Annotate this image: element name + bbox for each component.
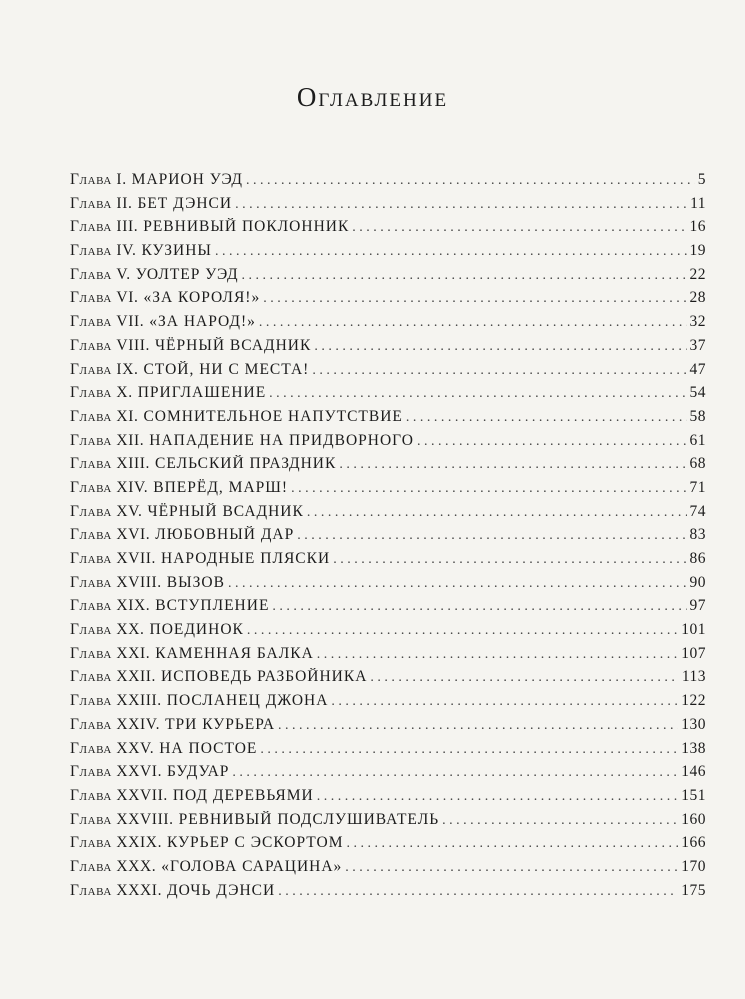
chapter-number: Глава II.	[70, 194, 133, 212]
chapter-title: НАПАДЕНИЕ НА ПРИДВОРНОГО	[149, 431, 414, 449]
chapter-title: ЧЁРНЫЙ ВСАДНИК	[147, 502, 304, 520]
page-number: 71	[689, 478, 706, 496]
page-number: 175	[681, 881, 706, 899]
dot-leader	[345, 860, 678, 876]
toc-entry	[70, 834, 706, 858]
toc-entry	[70, 668, 706, 692]
dot-leader	[242, 268, 687, 284]
chapter-title: ЧЁРНЫЙ ВСАДНИК	[154, 336, 312, 354]
chapter-number: Глава XVIII.	[70, 573, 162, 591]
toc-entry	[70, 526, 706, 550]
page-number: 146	[681, 763, 706, 781]
page-number: 166	[681, 834, 706, 852]
chapter-number: Глава XXXI.	[70, 881, 163, 899]
chapter-number: Глава VII.	[70, 313, 145, 331]
page-number: 122	[681, 692, 706, 710]
page-number: 138	[681, 739, 706, 757]
dot-leader	[406, 410, 687, 426]
dot-leader	[260, 742, 678, 758]
chapter-title: СТОЙ, НИ С МЕСТА!	[143, 360, 310, 378]
dot-leader	[339, 457, 686, 473]
chapter-number: Глава VI.	[70, 289, 139, 307]
chapter-number: Глава XXI.	[70, 644, 151, 662]
dot-leader	[297, 528, 686, 544]
page-number: 58	[689, 407, 706, 425]
dot-leader	[259, 315, 687, 331]
page-number: 83	[689, 526, 706, 544]
chapter-title: ПОСЛАНЕЦ ДЖОНА	[166, 692, 329, 710]
toc-entry	[70, 882, 706, 906]
page-number: 32	[689, 313, 706, 331]
chapter-number: Глава V.	[70, 265, 131, 283]
page-number: 28	[689, 289, 706, 307]
chapter-title: РЕВНИВЫЙ ПОКЛОННИК	[143, 218, 350, 236]
chapter-title: ЛЮБОВНЫЙ ДАР	[155, 526, 295, 544]
toc-entry	[70, 408, 706, 432]
page-number: 107	[681, 644, 706, 662]
chapter-number: Глава XIV.	[70, 478, 149, 496]
toc-entry	[70, 289, 706, 313]
toc-entry	[70, 432, 706, 456]
chapter-title: «ЗА КОРОЛЯ!»	[143, 289, 261, 307]
chapter-title: «ЗА НАРОД!»	[149, 313, 256, 331]
toc-entry	[70, 692, 706, 716]
chapter-number: Глава XXVI.	[70, 763, 163, 781]
dot-leader	[272, 599, 686, 615]
chapter-number: Глава XXIII.	[70, 692, 162, 710]
page-number: 37	[689, 336, 706, 354]
chapter-title: УОЛТЕР УЭД	[135, 265, 239, 283]
dot-leader	[307, 505, 687, 521]
dot-leader	[331, 694, 678, 710]
chapter-number: Глава XXIV.	[70, 715, 161, 733]
chapter-number: Глава XI.	[70, 407, 139, 425]
chapter-title: ПОЕДИНОК	[149, 621, 244, 639]
chapter-title: ТРИ КУРЬЕРА	[165, 715, 276, 733]
chapter-title: ПОД ДЕРЕВЬЯМИ	[172, 786, 314, 804]
dot-leader	[263, 291, 686, 307]
toc-entry	[70, 858, 706, 882]
chapter-title: БУДУАР	[167, 763, 230, 781]
toc-entry	[70, 503, 706, 527]
dot-leader	[228, 576, 687, 592]
chapter-number: Глава IX.	[70, 360, 139, 378]
toc-entry	[70, 763, 706, 787]
chapter-title: НАРОДНЫЕ ПЛЯСКИ	[161, 550, 331, 567]
page-number: 16	[689, 218, 706, 236]
chapter-title: КУЗИНЫ	[141, 242, 212, 260]
page-number: 54	[689, 384, 706, 402]
chapter-number: Глава XX.	[70, 621, 145, 639]
toc-entry	[70, 787, 706, 811]
dot-leader	[246, 173, 695, 189]
page-number: 61	[689, 431, 706, 449]
chapter-number: Глава XII.	[70, 431, 145, 449]
toc-entry	[70, 266, 706, 290]
page-number: 19	[689, 242, 706, 260]
dot-leader	[317, 789, 679, 805]
chapter-title: ПРИГЛАШЕНИЕ	[137, 384, 267, 402]
dot-leader	[247, 623, 678, 639]
dot-leader	[269, 386, 686, 402]
chapter-number: Глава IV.	[70, 242, 137, 260]
chapter-title: МАРИОН УЭД	[131, 171, 243, 188]
chapter-title: КУРЬЕР С ЭСКОРТОМ	[167, 834, 344, 852]
toc-entry	[70, 195, 706, 219]
toc-entry	[70, 597, 706, 621]
page-number: 11	[690, 194, 706, 212]
dot-leader	[347, 836, 679, 852]
chapter-number: Глава XIII.	[70, 455, 150, 473]
toc-entry	[70, 716, 706, 740]
chapter-number: Глава XXV.	[70, 739, 155, 757]
toc-entry	[70, 574, 706, 598]
chapter-number: Глава XXIX.	[70, 834, 163, 852]
chapter-number: Глава I.	[70, 171, 127, 188]
page-number: 5	[697, 171, 706, 188]
toc-entry	[70, 313, 706, 337]
chapter-title: «ГОЛОВА САРАЦИНА»	[161, 857, 343, 875]
toc-entry	[70, 242, 706, 266]
chapter-title: СОМНИТЕЛЬНОЕ НАПУТСТВИЕ	[143, 407, 403, 425]
page-number: 97	[689, 597, 706, 615]
dot-leader	[312, 363, 686, 379]
chapter-title: НА ПОСТОЕ	[159, 739, 258, 757]
dot-leader	[278, 884, 678, 900]
chapter-title: ВПЕРЁД, МАРШ!	[153, 478, 289, 496]
dot-leader	[370, 670, 678, 686]
chapter-number: Глава XXVIII.	[70, 810, 174, 828]
chapter-title: КАМЕННАЯ БАЛКА	[155, 644, 314, 662]
toc-entry	[70, 550, 706, 574]
dot-leader	[442, 813, 678, 829]
page-number: 113	[681, 668, 706, 686]
chapter-number: Глава XVI.	[70, 526, 151, 544]
dot-leader	[417, 434, 687, 450]
toc-entry	[70, 455, 706, 479]
chapter-number: Глава X.	[70, 384, 133, 402]
dot-leader	[278, 718, 678, 734]
dot-leader	[215, 244, 687, 260]
page-number: 90	[689, 573, 706, 591]
page-number: 130	[681, 715, 706, 733]
dot-leader	[291, 481, 686, 497]
page-number: 68	[689, 455, 706, 473]
toc-entry	[70, 479, 706, 503]
chapter-title: ИСПОВЕДЬ РАЗБОЙНИКА	[161, 668, 368, 686]
chapter-title: РЕВНИВЫЙ ПОДСЛУШИВАТЕЛЬ	[178, 810, 440, 828]
page-title: Оглавление	[296, 82, 449, 112]
toc-entry	[70, 218, 706, 242]
toc-entry	[70, 384, 706, 408]
dot-leader	[232, 765, 678, 781]
chapter-title: СЕЛЬСКИЙ ПРАЗДНИК	[154, 455, 337, 473]
dot-leader	[333, 552, 686, 568]
chapter-title: БЕТ ДЭНСИ	[137, 194, 233, 212]
toc-list	[70, 171, 706, 905]
chapter-number: Глава XV.	[70, 502, 143, 520]
chapter-number: Глава XXII.	[70, 668, 157, 686]
page-number: 74	[689, 502, 706, 520]
page-number: 86	[689, 550, 706, 567]
page-number: 22	[689, 265, 706, 283]
chapter-title: ДОЧЬ ДЭНСИ	[167, 881, 276, 899]
dot-leader	[235, 197, 687, 213]
chapter-number: Глава XIX.	[70, 597, 151, 615]
dot-leader	[317, 647, 678, 663]
chapter-number: Глава XXX.	[70, 857, 157, 875]
chapter-number: Глава VIII.	[70, 336, 150, 354]
toc-entry	[70, 337, 706, 361]
dot-leader	[352, 220, 686, 236]
chapter-number: Глава XXVII.	[70, 786, 168, 804]
page-number: 170	[681, 857, 706, 875]
toc-entry	[70, 811, 706, 835]
chapter-number: Глава XVII.	[70, 550, 157, 567]
page-number: 47	[689, 360, 706, 378]
toc-entry	[70, 171, 706, 195]
toc-entry	[70, 645, 706, 669]
toc-entry	[70, 621, 706, 645]
chapter-title: ВСТУПЛЕНИЕ	[155, 597, 270, 615]
dot-leader	[314, 339, 686, 355]
page-number: 160	[681, 810, 706, 828]
toc-entry	[70, 361, 706, 385]
chapter-number: Глава III.	[70, 218, 139, 236]
page-number: 101	[681, 621, 706, 639]
chapter-title: ВЫЗОВ	[166, 573, 225, 591]
toc-entry	[70, 740, 706, 764]
page-number: 151	[681, 786, 706, 804]
